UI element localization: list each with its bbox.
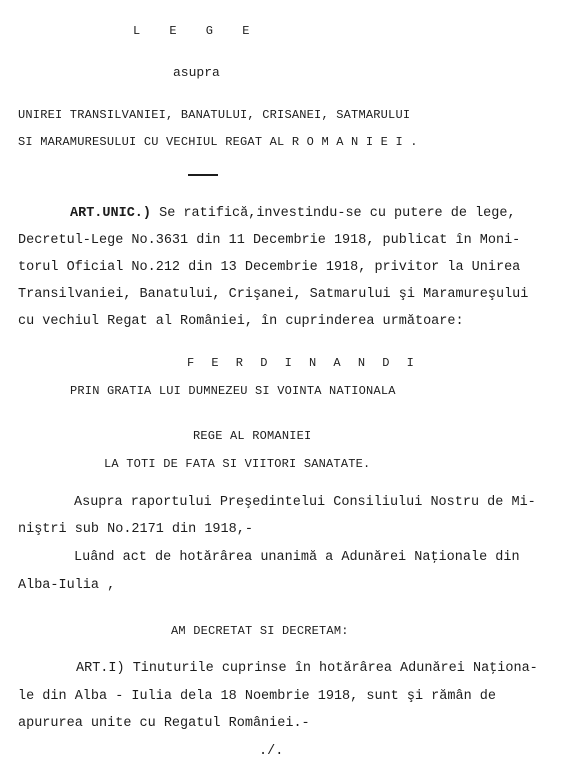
- article-unic-label: ART.UNIC.): [70, 206, 152, 221]
- article-unic-line-4: Transilvaniei, Banatului, Crişanei, Satmarului şi Maramureşului: [18, 287, 529, 302]
- preamble-line-1: Asupra raportului Preşedintelui Consiliului Nostru de Mi-: [74, 495, 536, 510]
- article-unic-line-3: torul Oficial No.212 din 13 Decembrie 1918, privitor la Unirea: [18, 260, 521, 275]
- preamble-line-3: Luând act de hotărârea unanimă a Adunărei Naţionale din: [74, 550, 520, 565]
- title-asupra: asupra: [173, 65, 220, 80]
- decree-king: F E R D I N A N D I: [187, 356, 419, 370]
- title-divider: [188, 174, 218, 176]
- article-unic-line-5: cu vechiul Regat al României, în cuprinderea următoare:: [18, 314, 464, 329]
- article-1-line-3: apururea unite cu Regatul României.-: [18, 716, 310, 731]
- article-unic-line-1: [70, 205, 516, 223]
- decree-title: REGE AL ROMANIEI: [193, 429, 312, 443]
- article-1-line-1: ART.I) Tinuturile cuprinse în hotărârea Adunărei Naţiona-: [76, 661, 538, 676]
- preamble-line-2: niştri sub No.2171 din 1918,-: [18, 522, 253, 537]
- title-lege: L E G E: [133, 24, 261, 38]
- decree-grace: PRIN GRATIA LUI DUMNEZEU SI VOINTA NATIONALA: [70, 384, 396, 398]
- subject-line-2: SI MARAMURESULUI CU VECHIUL REGAT AL R O M A N I E I .: [18, 135, 418, 149]
- article-unic-text-1: Se ratifică,investindu-se cu putere de lege,: [151, 206, 516, 221]
- preamble-line-4: Alba-Iulia ,: [18, 578, 116, 593]
- subject-line-1: UNIREI TRANSILVANIEI, BANATULUI, CRISANEI, SATMARULUI: [18, 108, 411, 122]
- article-1-line-2: le din Alba - Iulia dela 18 Noembrie 1918, sunt şi rămân de: [18, 689, 496, 704]
- decree-greeting: LA TOTI DE FATA SI VIITORI SANATATE.: [104, 457, 371, 471]
- article-unic-line-2: Decretul-Lege No.3631 din 11 Decembrie 1918, publicat în Moni-: [18, 233, 521, 248]
- decretam-heading: AM DECRETAT SI DECRETAM:: [171, 624, 349, 638]
- continuation-mark: ./.: [259, 744, 284, 759]
